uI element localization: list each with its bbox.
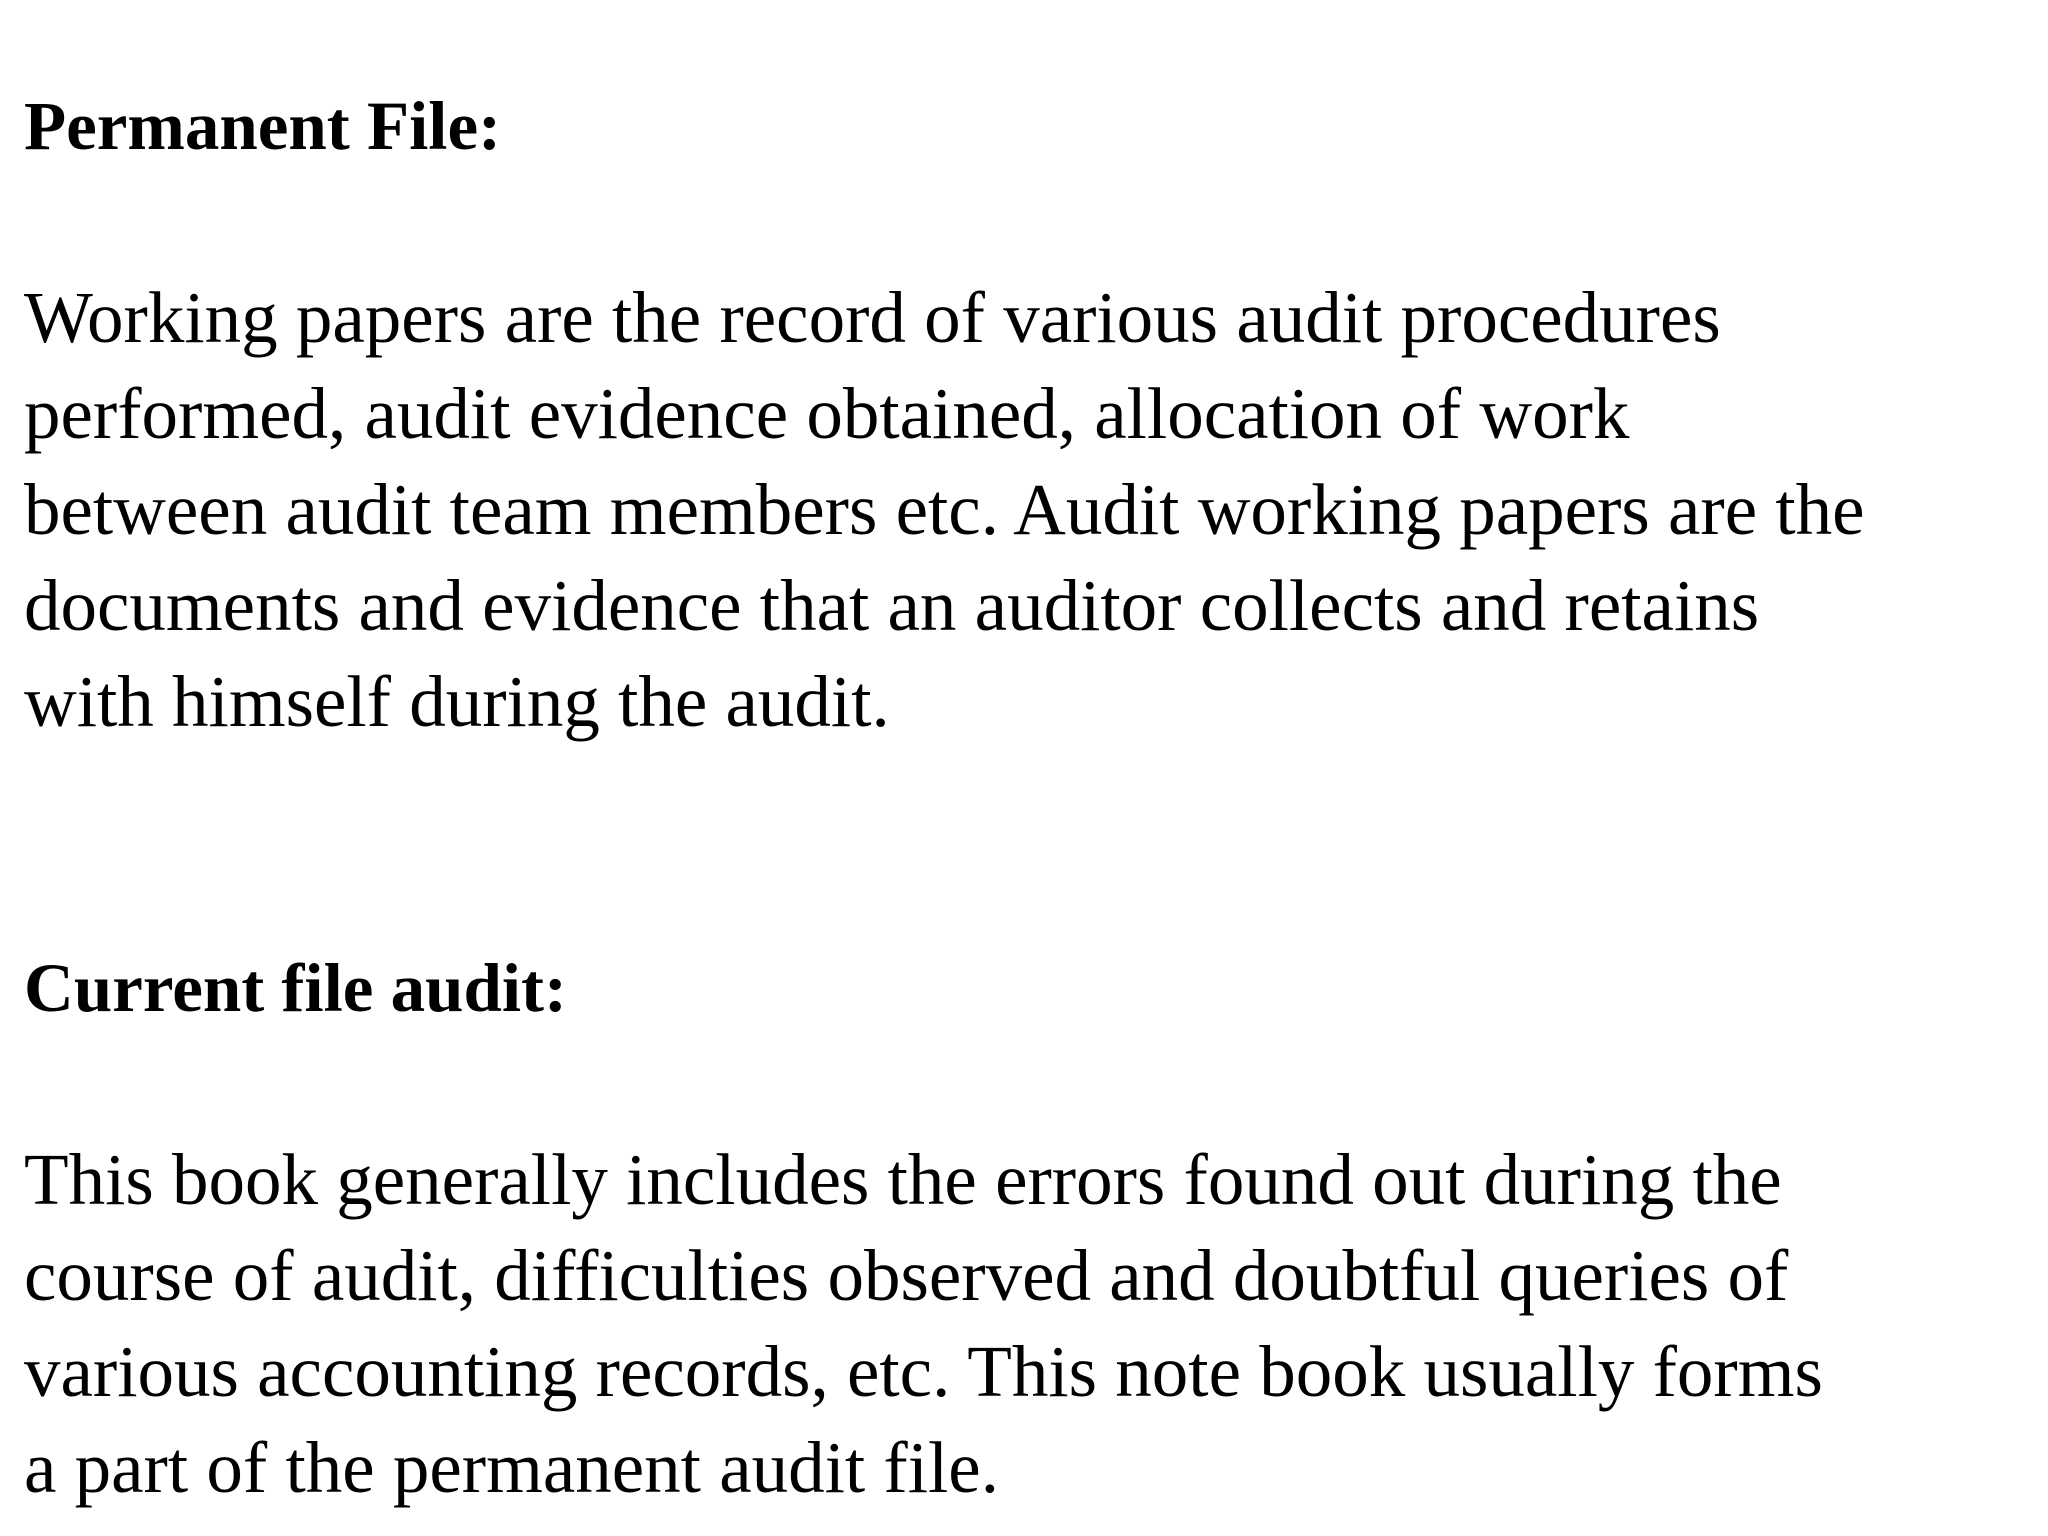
paragraph-line: a part of the permanent audit file. xyxy=(24,1427,999,1508)
paragraph-line: This book generally includes the errors found out during the xyxy=(24,1139,1782,1220)
paragraph-line: Working papers are the record of various audit procedures xyxy=(24,277,1721,358)
paragraph-line: documents and evidence that an auditor collects and retains xyxy=(24,565,1760,646)
paragraph-line: with himself during the audit. xyxy=(24,661,890,742)
section-paragraph-permanent-file xyxy=(24,270,1865,750)
paragraph-line: performed, audit evidence obtained, allocation of work xyxy=(24,373,1630,454)
paragraph-line: various accounting records, etc. This note book usually forms xyxy=(24,1331,1823,1412)
section-paragraph-current-file-audit xyxy=(24,1132,1823,1516)
section-heading-current-file-audit: Current file audit: xyxy=(24,950,568,1026)
paragraph-line: course of audit, difficulties observed and doubtful queries of xyxy=(24,1235,1789,1316)
section-heading-permanent-file: Permanent File: xyxy=(24,88,502,164)
paragraph-line: between audit team members etc. Audit working papers are the xyxy=(24,469,1865,550)
